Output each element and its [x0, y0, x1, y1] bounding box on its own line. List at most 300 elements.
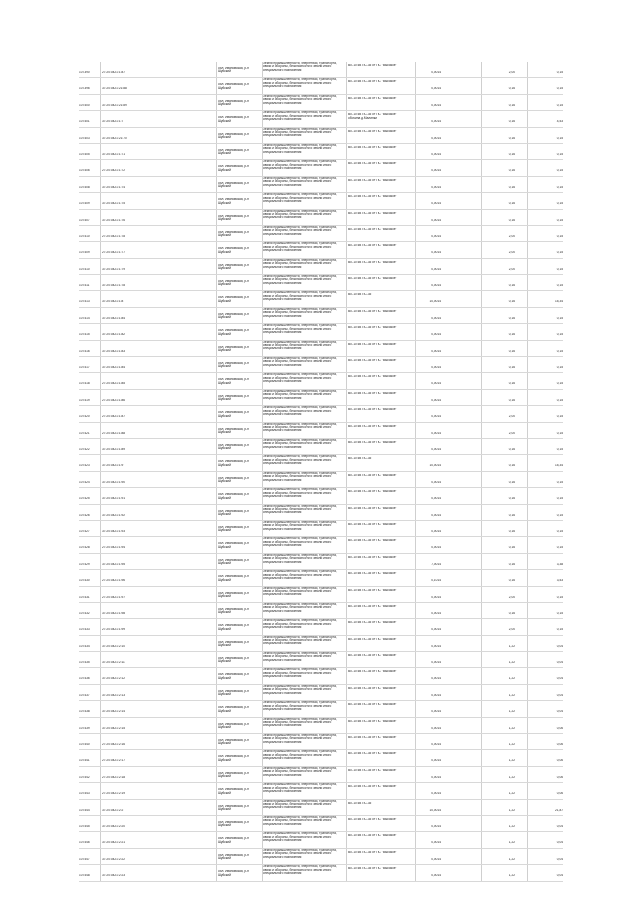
cost-value: 0,16	[508, 185, 515, 189]
tax-value: 0,06	[556, 726, 563, 730]
address: обл. Ивановская, р-н Шуйский	[218, 214, 249, 221]
tax-value: 0,15	[556, 366, 563, 370]
table-row	[79, 128, 563, 144]
cadastral-number: 37:20:0421:2:10	[102, 644, 126, 648]
area-value: 0,0014	[431, 661, 441, 665]
tax-value: 0,06	[556, 759, 563, 763]
object-description: ВЛ-10 кВ ПС-35 от ПС "Высокое"	[348, 96, 397, 100]
area-value: 0,0014	[431, 366, 441, 370]
cost-value: 1,22	[508, 644, 515, 648]
object-description: ВЛ-10 кВ ПС-35 от ПС "Высокое"	[348, 129, 397, 133]
cadastral-number: 27:20:0421:1:72	[102, 169, 126, 173]
cadastral-number: 37:20:0421:1:93	[102, 529, 126, 533]
area-value: 0,0014	[431, 529, 441, 533]
area-value: 0,0014	[431, 152, 441, 156]
address: обл. Ивановская, р-н Шуйский	[218, 198, 249, 205]
cadastral-number: 27:20:0421:2:16	[102, 743, 126, 747]
table-row	[79, 865, 563, 881]
area-value: 0,0014	[431, 726, 441, 730]
object-description: ВЛ-10 кВ ПС-35 от ПС "Высокое"	[348, 80, 397, 84]
table-row	[79, 521, 563, 537]
cadastral-number: 37:20:0421:1:92	[102, 513, 126, 517]
cadastral-number: 37:20:0421:1:71	[102, 152, 126, 156]
table-row	[79, 373, 563, 389]
area-value: 0,0014	[431, 349, 441, 353]
land-category: Земли промышленности, энергетики, транспорта, связи и обороны, безопасности и земли иного специального назначения	[263, 520, 337, 531]
object-description: ВЛ-10 кВ ПС-35 от ПС "Высокое"	[348, 145, 397, 149]
land-category: Земли промышленности, энергетики, транспорта, связи и обороны, безопасности и земли иного специального назначения	[263, 307, 337, 318]
address: обл. Ивановская, р-н Шуйский	[218, 624, 249, 631]
row-id: 107435	[79, 661, 90, 665]
tax-value: 0,15	[556, 218, 563, 222]
address: обл. Ивановская, р-н Шуйский	[218, 542, 249, 549]
table-row	[79, 816, 563, 832]
address: обл. Ивановская, р-н Шуйский	[218, 476, 249, 484]
cost-value: 1,22	[508, 726, 515, 730]
tax-value: 0,15	[556, 333, 563, 337]
object-description: ВЛ-10 кВ ПС-35 от ПС "Высокое"	[348, 834, 397, 838]
area-value: 0,0014	[431, 824, 441, 828]
cost-value: 0,16	[508, 103, 515, 107]
tax-value: 0,15	[556, 595, 563, 599]
tax-value: 0,15	[556, 251, 563, 255]
address: обл. Ивановская, р-н Шуйский	[218, 460, 249, 467]
land-category: Земли промышленности, энергетики, транспорта, связи и обороны, безопасности и земли иного специального назначения	[263, 635, 337, 646]
cadastral-number: 27:20:0421:1:85	[102, 382, 126, 386]
cost-value: 0,16	[508, 513, 515, 517]
object-description: ВЛ-10 кВ ПС-35 от ПС "Высокое"	[348, 522, 397, 526]
tax-value: 15,34	[555, 464, 563, 468]
address: обл. Ивановская, р-н Шуйский	[218, 67, 249, 74]
row-id: 107445	[79, 824, 90, 828]
address: обл. Ивановская, р-н Шуйский	[218, 788, 249, 795]
row-id: 107448	[79, 874, 90, 878]
cadastral-number: 37:20:0421:2:23	[102, 874, 126, 878]
cost-value: 0,16	[508, 497, 515, 501]
table-row	[79, 95, 563, 111]
object-description: ВЛ-10 кВ ПС-35 от ПС "Высокое"	[348, 309, 397, 313]
row-id: 107409	[79, 202, 90, 206]
cadastral-number: 27:20:0421:1:97	[102, 595, 126, 599]
land-category: Земли промышленности, энергетики, транспорта, связи и обороны, безопасности и земли иного специального назначения	[263, 586, 337, 597]
row-id: 107400	[79, 103, 90, 107]
row-id: 107428	[79, 546, 90, 550]
area-value: 0,0014	[431, 218, 441, 222]
table-row	[79, 701, 563, 717]
area-value: 0,0014	[431, 234, 441, 238]
object-description: ВЛ-10 кВ ПС-35 от ПС "Высокое"	[348, 867, 397, 871]
land-category: Земли промышленности, энергетики, транспорта, связи и обороны, безопасности и земли иного специального назначения	[263, 78, 337, 89]
cost-value: 1,22	[508, 759, 515, 763]
tax-value: 0,15	[556, 71, 563, 74]
row-id: 107421	[79, 431, 90, 435]
tax-value: 15,34	[555, 300, 563, 304]
table-row	[79, 357, 563, 373]
cadastral-number: 37:20:0421:1:79	[102, 267, 126, 271]
area-value: 0,0014	[431, 759, 441, 763]
area-value: 0,0014	[431, 743, 441, 747]
row-id: 107446	[79, 841, 90, 845]
tax-value: 0,15	[556, 398, 563, 402]
table-row	[79, 554, 563, 570]
object-description: ВЛ-10 кВ ПС-35 от ПС "Высокое"	[348, 654, 397, 658]
cost-value: 0,16	[508, 316, 515, 320]
cost-value: 2,00	[508, 415, 515, 419]
object-description: ВЛ-10 кВ ПС-35 от ПС "Высокое"	[348, 686, 397, 690]
tax-value: 0,15	[556, 497, 563, 501]
object-description: ВЛ-10 кВ ПС-35 от ПС "Высокое"	[348, 703, 397, 707]
row-id: 107415	[79, 333, 90, 337]
land-category: Земли промышленности, энергетики, транспорта, связи и обороны, безопасности и земли иного специального назначения	[263, 176, 337, 187]
land-category: Земли промышленности, энергетики, транспорта, связи и обороны, безопасности и земли иного специального назначения	[263, 275, 337, 285]
row-id: 107405	[79, 152, 90, 156]
address: обл. Ивановская, р-н Шуйский	[218, 83, 249, 90]
object-description: ВЛ-10 кВ ПС-35 от ПС "Высокое"	[348, 768, 397, 772]
land-category: Земли промышленности, энергетики, транспорта, связи и обороны, безопасности и земли иного специального назначения	[263, 619, 337, 630]
tax-value: 0,15	[556, 202, 563, 206]
cost-value: 0,16	[508, 136, 515, 140]
land-category: Земли промышленности, энергетики, транспорта, связи и обороны, безопасности и земли иного специального назначения	[263, 602, 337, 613]
tax-value: 0,15	[556, 316, 563, 320]
area-value: 0,0014	[431, 398, 441, 402]
table-row	[79, 259, 563, 275]
area-value: 0,0014	[431, 202, 441, 206]
cost-value: 0,16	[508, 120, 515, 124]
land-category: Земли промышленности, энергетики, транспорта, связи и обороны, безопасности и земли иного специального назначения	[263, 389, 337, 400]
row-id: 107437	[79, 693, 90, 697]
object-description: ВЛ-10 кВ ПС-35 от ПС "Высокое"	[348, 555, 397, 559]
cost-value: 2,00	[508, 234, 515, 238]
area-value: 0,0014	[431, 431, 441, 435]
land-category: Земли промышленности, энергетики, транспорта, связи и обороны, безопасности и земли иного специального назначения	[263, 242, 337, 253]
address: обл. Ивановская, р-н Шуйский	[218, 411, 249, 418]
object-description: ВЛ-10 кВ ПС-35 от ПС "Высокое"	[348, 473, 397, 477]
object-description: ВЛ-10 кВ ПС-35 от ПС "Высокое"	[348, 195, 397, 199]
table-row	[79, 78, 563, 94]
address: обл. Ивановская, р-н Шуйский	[218, 804, 249, 811]
address: обл. Ивановская, р-н Шуйский	[218, 247, 249, 254]
object-description: ВЛ-10 кВ ПС-35 от ПС "Высокое"	[348, 490, 397, 494]
cost-value: 2,00	[508, 431, 515, 435]
address: обл. Ивановская, р-н Шуйский	[218, 591, 249, 598]
land-category: Земли промышленности, энергетики, транспорта, связи и обороны, безопасности и земли иного специального назначения	[263, 438, 337, 449]
object-description: ВЛ-10 кВ ПС-35 от ПС "Высокое"	[348, 162, 397, 166]
tax-value: 0,04	[556, 841, 563, 845]
area-value: 0,0014	[431, 644, 441, 648]
tax-value: 0,04	[556, 857, 563, 861]
land-category: Земли промышленности, энергетики, транспорта, связи и обороны, безопасности и земли иного специального назначения	[263, 553, 337, 564]
address: обл. Ивановская, р-н Шуйский	[218, 657, 249, 664]
table-body	[79, 62, 563, 882]
address: обл. Ивановская, р-н Шуйский	[218, 558, 249, 566]
table-row	[79, 537, 563, 553]
address: обл. Ивановская, р-н Шуйский	[218, 640, 249, 648]
cadastral-number: 37:20:0421:2:15	[102, 726, 126, 730]
area-value: 0,0014	[431, 415, 441, 419]
tax-value: 0,04	[556, 824, 563, 828]
cost-value: 0,16	[508, 333, 515, 337]
tax-value: 0,15	[556, 513, 563, 517]
object-description: ВЛ-10 кВ ПС-35	[348, 801, 372, 805]
area-value: 0,0014	[431, 693, 441, 697]
land-category: Земли промышленности, энергетики, транспорта, связи и обороны, безопасности и земли иного специального назначения	[263, 750, 337, 761]
address: обл. Ивановская, р-н Шуйский	[218, 722, 249, 730]
table-row	[79, 341, 563, 357]
land-category: Земли промышленности, энергетики, транспорта, связи и обороны, безопасности и земли иного специального назначения	[263, 668, 337, 679]
area-value: 0,0014	[431, 611, 441, 615]
table-row	[79, 800, 563, 816]
address: обл. Ивановская, р-н Шуйский	[218, 181, 249, 189]
row-id: 107410	[79, 267, 90, 271]
cadastral-number: 37:20:0421:21:89	[102, 103, 127, 107]
land-category: Земли промышленности, энергетики, транспорта, связи и обороны, безопасности и земли иного специального назначения	[263, 143, 337, 154]
area-value: 0,0014	[431, 775, 441, 779]
row-id: 107436	[79, 677, 90, 681]
table-row	[79, 439, 563, 455]
cost-value: 1,22	[508, 693, 515, 697]
cost-value: 1,22	[508, 661, 515, 665]
cadastral-number: 27:20:0421:2:18	[102, 775, 126, 779]
table-row	[79, 783, 563, 799]
address: обл. Ивановская, р-н Шуйский	[218, 116, 249, 123]
tax-value: 0,04	[556, 693, 563, 697]
cadastral-number: 37:20:0421:2:14	[102, 710, 126, 714]
cost-value: 0,16	[508, 447, 515, 451]
land-category: Земли промышленности, энергетики, транспорта, связи и обороны, безопасности и земли иного специального назначения	[263, 783, 337, 793]
cadastral-number: 27:20:0421:1:87	[102, 415, 126, 419]
row-id: 107424	[79, 480, 90, 484]
tax-value: 0,15	[556, 152, 563, 156]
address: обл. Ивановская, р-н Шуйский	[218, 837, 249, 844]
table-row	[79, 767, 563, 783]
tax-value: 0,06	[556, 743, 563, 747]
object-description: ВЛ-10 кВ ПС-35 от ПС "Высокое"	[348, 277, 397, 281]
cost-value: 0,16	[508, 529, 515, 533]
object-description: ВЛ-10 кВ ПС-35 от ПС "Высокое"	[348, 408, 397, 412]
object-description: ВЛ-10 кВ ПС-35 от ПС "Высокое"	[348, 506, 397, 510]
table-row	[79, 718, 563, 734]
object-description: ВЛ-10 кВ ПС-35 от ПС "Высокое"	[348, 342, 397, 346]
address: обл. Ивановская, р-н Шуйский	[218, 575, 249, 582]
area-value: 0,0014	[431, 710, 441, 714]
row-id: 107426	[79, 513, 90, 517]
land-category: Земли промышленности, энергетики, транспорта, связи и обороны, безопасности и земли иного специального назначения	[263, 193, 337, 203]
land-category: Земли промышленности, энергетики, транспорта, связи и обороны, безопасности и земли иного специального назначения	[263, 340, 337, 351]
land-category: Земли промышленности, энергетики, транспорта, связи и обороны, безопасности и земли иного специального назначения	[263, 701, 337, 712]
row-id: 107416	[79, 349, 90, 353]
tax-value: 3,53	[556, 579, 563, 583]
address: обл. Ивановская, р-н Шуйский	[218, 394, 249, 402]
row-id: 107422	[79, 447, 90, 451]
object-description: ВЛ-10 кВ ПС-35 от ПС "Высокое"	[348, 621, 397, 625]
cadastral-number: 37:20:0421:1:90	[102, 480, 126, 484]
land-category: Земли промышленности, энергетики, транспорта, связи и обороны, безопасности и земли иного специального назначения	[263, 570, 337, 580]
object-description: ВЛ-10 кВ ПС-35 от ПС "Высокое"	[348, 785, 397, 789]
land-category: Земли промышленности, энергетики, транспорта, связи и обороны, безопасности и земли иного специального назначения	[263, 373, 337, 384]
cadastral-number: 37:20:0421:1:7	[102, 120, 124, 124]
cost-value: 2,00	[508, 628, 515, 632]
area-value: 0,0014	[431, 120, 441, 124]
cost-value: 0,16	[508, 87, 515, 91]
address: обл. Ивановская, р-н Шуйский	[218, 509, 249, 516]
land-category: Земли промышленности, энергетики, транспорта, связи и обороны, безопасности и земли иного специального назначения	[263, 94, 337, 105]
cadastral-number: 37:20:0421:1:8	[102, 300, 124, 304]
cost-value: 0,16	[508, 464, 515, 468]
tax-value: 0,06	[556, 775, 563, 779]
area-value: 7,0014	[431, 562, 441, 566]
tax-value: 0,15	[556, 349, 563, 353]
tax-value: 0,15	[556, 382, 563, 386]
cost-value: 0,16	[508, 349, 515, 353]
land-category: Земли промышленности, энергетики, транспорта, связи и обороны, безопасности и земли иного специального назначения	[263, 865, 337, 875]
area-value: 0,0014	[431, 546, 441, 550]
tax-value: 0,15	[556, 628, 563, 632]
address: обл. Ивановская, р-н Шуйский	[218, 312, 249, 320]
land-category: Земли промышленности, энергетики, транспорта, связи и обороны, безопасности и земли иного специального назначения	[263, 127, 337, 138]
cadastral-number: 27:20:0421:1:99	[102, 628, 126, 632]
land-category: Земли промышленности, энергетики, транспорта, связи и обороны, безопасности и земли иного специального назначения	[263, 258, 337, 269]
cost-value: 0,16	[508, 562, 515, 566]
address: обл. Ивановская, р-н Шуйский	[218, 525, 249, 533]
address: обл. Ивановская, р-н Шуйский	[218, 755, 249, 762]
tax-value: 0,04	[556, 677, 563, 681]
address: обл. Ивановская, р-н Шуйский	[218, 263, 249, 271]
cadastral-number: 37:20:0421:21:88	[102, 87, 127, 91]
table-row	[79, 652, 563, 668]
tax-value: 0,15	[556, 284, 563, 288]
object-description: ВЛ-10 кВ ПС-35 от ПС "Высокое"	[348, 637, 397, 641]
row-id: 107418	[79, 382, 90, 386]
cost-value: 0,16	[508, 202, 515, 206]
object-description: ВЛ-10 кВ ПС-35 от ПС "Высокое"	[348, 572, 397, 576]
cadastral-number: 37:20:0421:2:20	[102, 824, 126, 828]
area-value: 0,0014	[431, 185, 441, 189]
cost-value: 2,00	[508, 251, 515, 255]
row-id: 107414	[79, 316, 90, 320]
tax-value: 0,15	[556, 546, 563, 550]
row-id: 107413	[79, 300, 90, 304]
address: обл. Ивановская, р-н Шуйский	[218, 443, 249, 451]
address: обл. Ивановская, р-н Шуйский	[218, 132, 249, 139]
row-id: 107433	[79, 628, 90, 632]
tax-value: 0,04	[556, 661, 563, 665]
tax-value: 3,38	[556, 562, 563, 566]
area-value: 10,0014	[429, 300, 441, 304]
table-row	[79, 587, 563, 603]
address: обл. Ивановская, р-н Шуйский	[218, 99, 249, 107]
tax-value: 21,87	[555, 808, 563, 812]
table-row	[79, 308, 563, 324]
table-row	[79, 636, 563, 652]
land-category: Земли промышленности, энергетики, транспорта, связи и обороны, безопасности и земли иного специального назначения	[263, 766, 337, 777]
land-category: Земли промышленности, энергетики, транспорта, связи и обороны, безопасности и земли иного специального назначения	[263, 225, 337, 236]
area-value: 0,0014	[431, 628, 441, 632]
cadastral-number: 37:20:0421:1:84	[102, 316, 126, 320]
land-category: Земли промышленности, энергетики, транспорта, связи и обороны, безопасности и земли иного специального назначения	[263, 684, 337, 695]
cadastral-number: 37:20:0421:1:78	[102, 284, 126, 288]
table-row	[79, 177, 563, 193]
table-row	[79, 226, 563, 242]
cost-value: 0,16	[508, 218, 515, 222]
table-row	[79, 488, 563, 504]
table-row	[79, 193, 563, 209]
table-row	[79, 570, 563, 586]
row-id: 107410	[79, 234, 90, 238]
row-id: 107406	[79, 169, 90, 173]
object-description: ВЛ-10 кВ ПС-35 от ПС "Высокое"	[348, 375, 397, 379]
cost-value: 1,22	[508, 874, 515, 878]
object-description: ВЛ-10 кВ ПС-35 от ПС "Высокое"	[348, 260, 397, 264]
object-description: ВЛ-10 кВ ПС-35 от ПС "Высокое"	[348, 670, 397, 674]
object-description: ВЛ-10 кВ ПС-35 от ПС "Высокое"	[348, 588, 397, 592]
area-value: 0,0014	[431, 447, 441, 451]
cadastral-number: 27:20:0421:2:19	[102, 792, 126, 796]
tax-value: 0,15	[556, 169, 563, 173]
area-value: 0,0014	[431, 169, 441, 173]
address: обл. Ивановская, р-н Шуйский	[218, 280, 249, 287]
row-id: 107432	[79, 611, 90, 615]
address: обл. Ивановская, р-н Шуйский	[218, 329, 249, 336]
object-description: ВЛ-10 кВ ПС-35 от ПС "Высокое"	[348, 424, 397, 428]
object-description: ВЛ-10 кВ ПС-35 от ПС "Высокое"	[348, 440, 397, 444]
cadastral-number: 37:20:0421:1:83	[102, 349, 126, 353]
cadastral-number: 37:20:0421:1:82	[102, 333, 126, 337]
tax-value: 4,53	[556, 120, 563, 124]
cadastral-number: 37:20:0421:2:2	[102, 808, 124, 812]
table-row	[79, 603, 563, 619]
address: обл. Ивановская, р-н Шуйский	[218, 607, 249, 615]
cost-value: 0,16	[508, 169, 515, 173]
land-category: Земли промышленности, энергетики, транспорта, связи и обороны, безопасности и земли иного специального назначения	[263, 471, 337, 482]
address: обл. Ивановская, р-н Шуйский	[218, 870, 249, 877]
address: обл. Ивановская, р-н Шуйский	[218, 296, 249, 303]
row-id: 107403	[79, 136, 90, 140]
object-description: ВЛ-10 кВ ПС-35	[348, 457, 372, 461]
tax-value: 0,15	[556, 447, 563, 451]
row-id: 107408	[79, 185, 90, 189]
row-id: 107429	[79, 562, 90, 566]
land-category: Земли промышленности, энергетики, транспорта, связи и обороны, безопасности и земли иного специального назначения	[263, 537, 337, 548]
cadastral-number: 37:20:0421:2:21	[102, 841, 126, 845]
object-description: ВЛ-10 кВ ПС-35	[348, 293, 372, 297]
tax-value: 0,15	[556, 136, 563, 140]
land-category: Земли промышленности, энергетики, транспорта, связи и обороны, безопасности и земли иного специального назначения	[263, 488, 337, 498]
cadastral-number: 37:20:0421:1:75	[102, 202, 126, 206]
land-category: Земли промышленности, энергетики, транспорта, связи и обороны, безопасности и земли иного специального назначения	[263, 357, 337, 367]
cadastral-number: 37:20:0421:2:11	[102, 661, 125, 665]
table-row	[79, 619, 563, 635]
object-description: ВЛ-10 кВ ПС-35 от ПС "Высокое"	[348, 604, 397, 608]
object-description: ВЛ-10 кВ ПС-35 от ПС "Высокое"	[348, 539, 397, 543]
address: обл. Ивановская, р-н Шуйский	[218, 853, 249, 861]
address: обл. Ивановская, р-н Шуйский	[218, 689, 249, 697]
cost-value: 0,16	[508, 611, 515, 615]
object-description: ВЛ-10 кВ ПС-35 от ПС "Высокое"	[348, 817, 397, 821]
land-category: Земли промышленности, энергетики, транспорта, связи и обороны, безопасности и земли иного специального назначения	[263, 111, 337, 121]
area-value: 0,0014	[431, 677, 441, 681]
row-id: 107417	[79, 366, 90, 370]
row-id: 107409	[79, 251, 90, 255]
cost-value: 1,22	[508, 808, 515, 812]
cost-value: 2,00	[508, 267, 515, 271]
area-value: 0,1014	[431, 579, 441, 583]
table-row	[79, 505, 563, 521]
cadastral-number: 27:20:0421:1:88	[102, 431, 126, 435]
table-row	[79, 832, 563, 848]
cost-value: 1,22	[508, 824, 515, 828]
area-value: 0,0014	[431, 251, 441, 255]
row-id: 107440	[79, 743, 90, 747]
